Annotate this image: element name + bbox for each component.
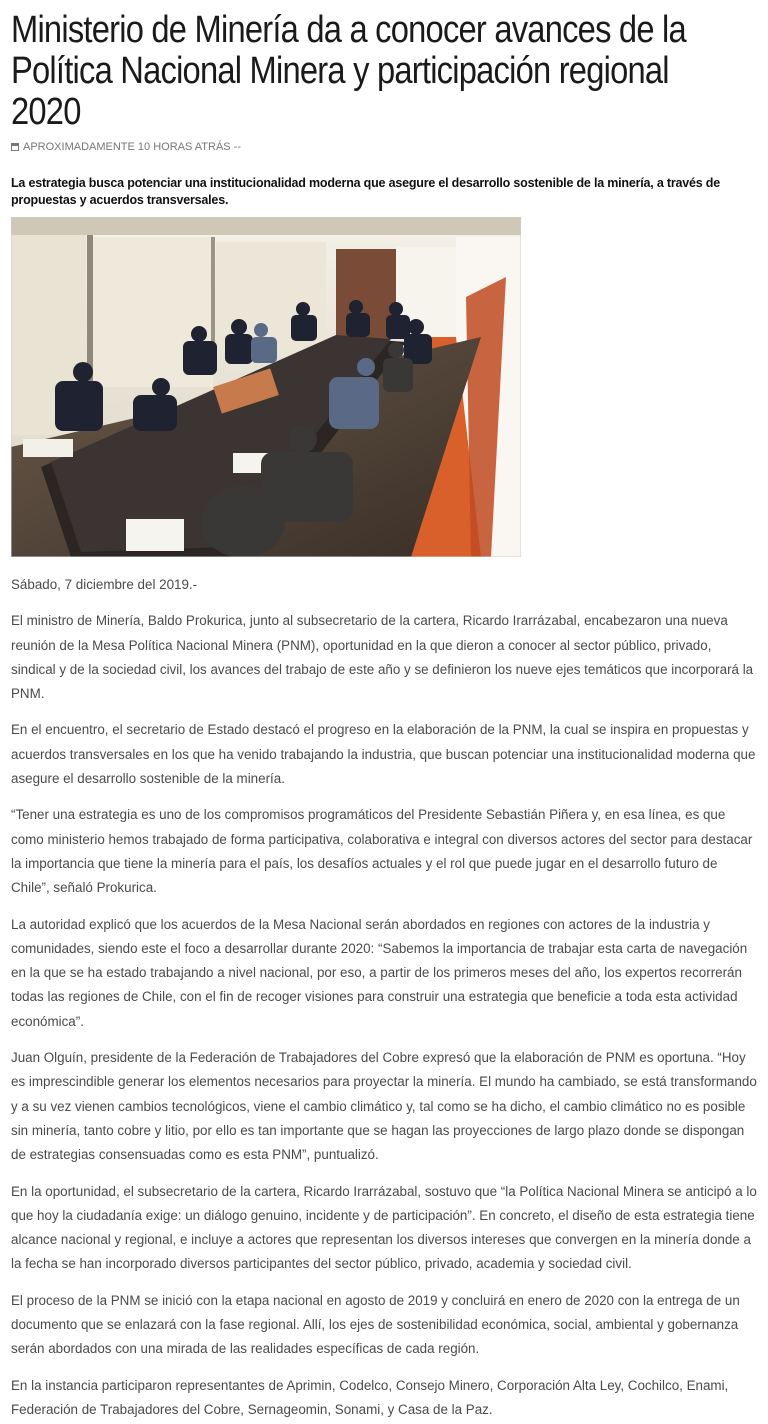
meeting-photo xyxy=(11,217,521,557)
article-paragraph: El proceso de la PNM se inició con la etapa nacional en agosto de 2019 y concluirá en enero de 2020 con la entrega de un documento que se enlazará con la fase regional. Allí, los ejes de sostenibilidad económica, social, ambiental y gobernanza serán abordados con una mirada de las realidades específicas de cada región. xyxy=(11,1292,740,1357)
article-paragraph: En la instancia participaron representantes de Aprimin, Codelco, Consejo Minero, Corporación Alta Ley, Cochilco, Enami, Federación de Trabajadores del Cobre, Sernageomin, Sonami, y Casa de la Paz. xyxy=(11,1377,729,1417)
article-paragraph: La autoridad explicó que los acuerdos de la Mesa Nacional serán abordados en regiones con actores de la industria y comunidades, siendo este el foco a desarrollar durante 2020: “Sabemos la importancia de trabajar esta carta de navegación en la que se ha estado trabajando a nivel nacional, por eso, a partir de los primeros meses del año, los expertos recorrerán todas las regiones de Chile, con el fin de recoger visiones para construir una estrategia que beneficie a toda esta actividad económica”. xyxy=(11,916,748,1029)
article-paragraph: Juan Olguín, presidente de la Federación de Trabajadores del Cobre expresó que la elaboración de PNM es oportuna. “Hoy es imprescindible generar los elementos necesarios para proyectar la minería. El mundo ha cambiado, se está transformando y a su vez vienen cambios tecnológicos, viene el cambio climático y, tal como se ha dicho, el cambio climático no es posible sin minería, tanto cobre y litio, por ello es tan importante que se hagan las proyecciones de largo plazo donde se dispongan de estrategias consensuadas como es esta PNM”, puntualizó. xyxy=(11,1050,757,1163)
article-paragraph: En la oportunidad, el subsecretario de la cartera, Ricardo Irarrázabal, sostuvo que “la Política Nacional Minera se anticipó a lo que hoy la ciudadanía exige: un diálogo genuino, incidente y de participación”. En concreto, el diseño de esta estrategia tiene alcance nacional y regional, e incluye a actores que representan los diversos intereses que convergen en la minería donde a la fecha se han incorporado diversos participantes del sector público, privado, academia y sociedad civil. xyxy=(11,1183,757,1272)
calendar-icon xyxy=(11,143,19,151)
article-lead: La estrategia busca potenciar una institucionalidad moderna que asegure el desarrollo sostenible de la minería, a través de propuestas y acuerdos transversales. xyxy=(11,176,720,207)
article-paragraph: En el encuentro, el secretario de Estado destacó el progreso en la elaboración de la PNM, la cual se inspira en propuestas y acuerdos transversales en los que ha venido trabajando la industria, que buscan potenciar una institucionalidad moderna que asegure el desarrollo sostenible de la minería. xyxy=(11,722,756,787)
article-title: Ministerio de Minería da a conocer avances de la Política Nacional Minera y participación regional 2020 xyxy=(11,9,686,133)
article-meta xyxy=(11,141,757,153)
article-meta-text: APROXIMADAMENTE 10 HORAS ATRÁS -- xyxy=(23,141,242,153)
article-body xyxy=(11,573,757,1422)
article-paragraph: El ministro de Minería, Baldo Prokurica, junto al subsecretario de la cartera, Ricardo Irarrázabal, encabezaron una nueva reunión de la Mesa Política Nacional Minera (PNM), oportunidad en la que dieron a conocer al sector público, privado, sindical y de la sociedad civil, los avances del trabajo de este año y se definieron los nueve ejes temáticos que incorporará la PNM. xyxy=(11,613,754,702)
article-paragraph: Sábado, 7 diciembre del 2019.- xyxy=(11,577,198,592)
article-paragraph: “Tener una estrategia es uno de los compromisos programáticos del Presidente Sebastián Piñera y, en esa línea, es que como ministerio hemos trabajado de forma participativa, colaborativa e integral con diversos actores del sector para destacar la importancia que tiene la minería para el país, los desafíos actuales y el rol que puede jugar en el desarrollo futuro de Chile”, señaló Prokurica. xyxy=(11,807,753,896)
